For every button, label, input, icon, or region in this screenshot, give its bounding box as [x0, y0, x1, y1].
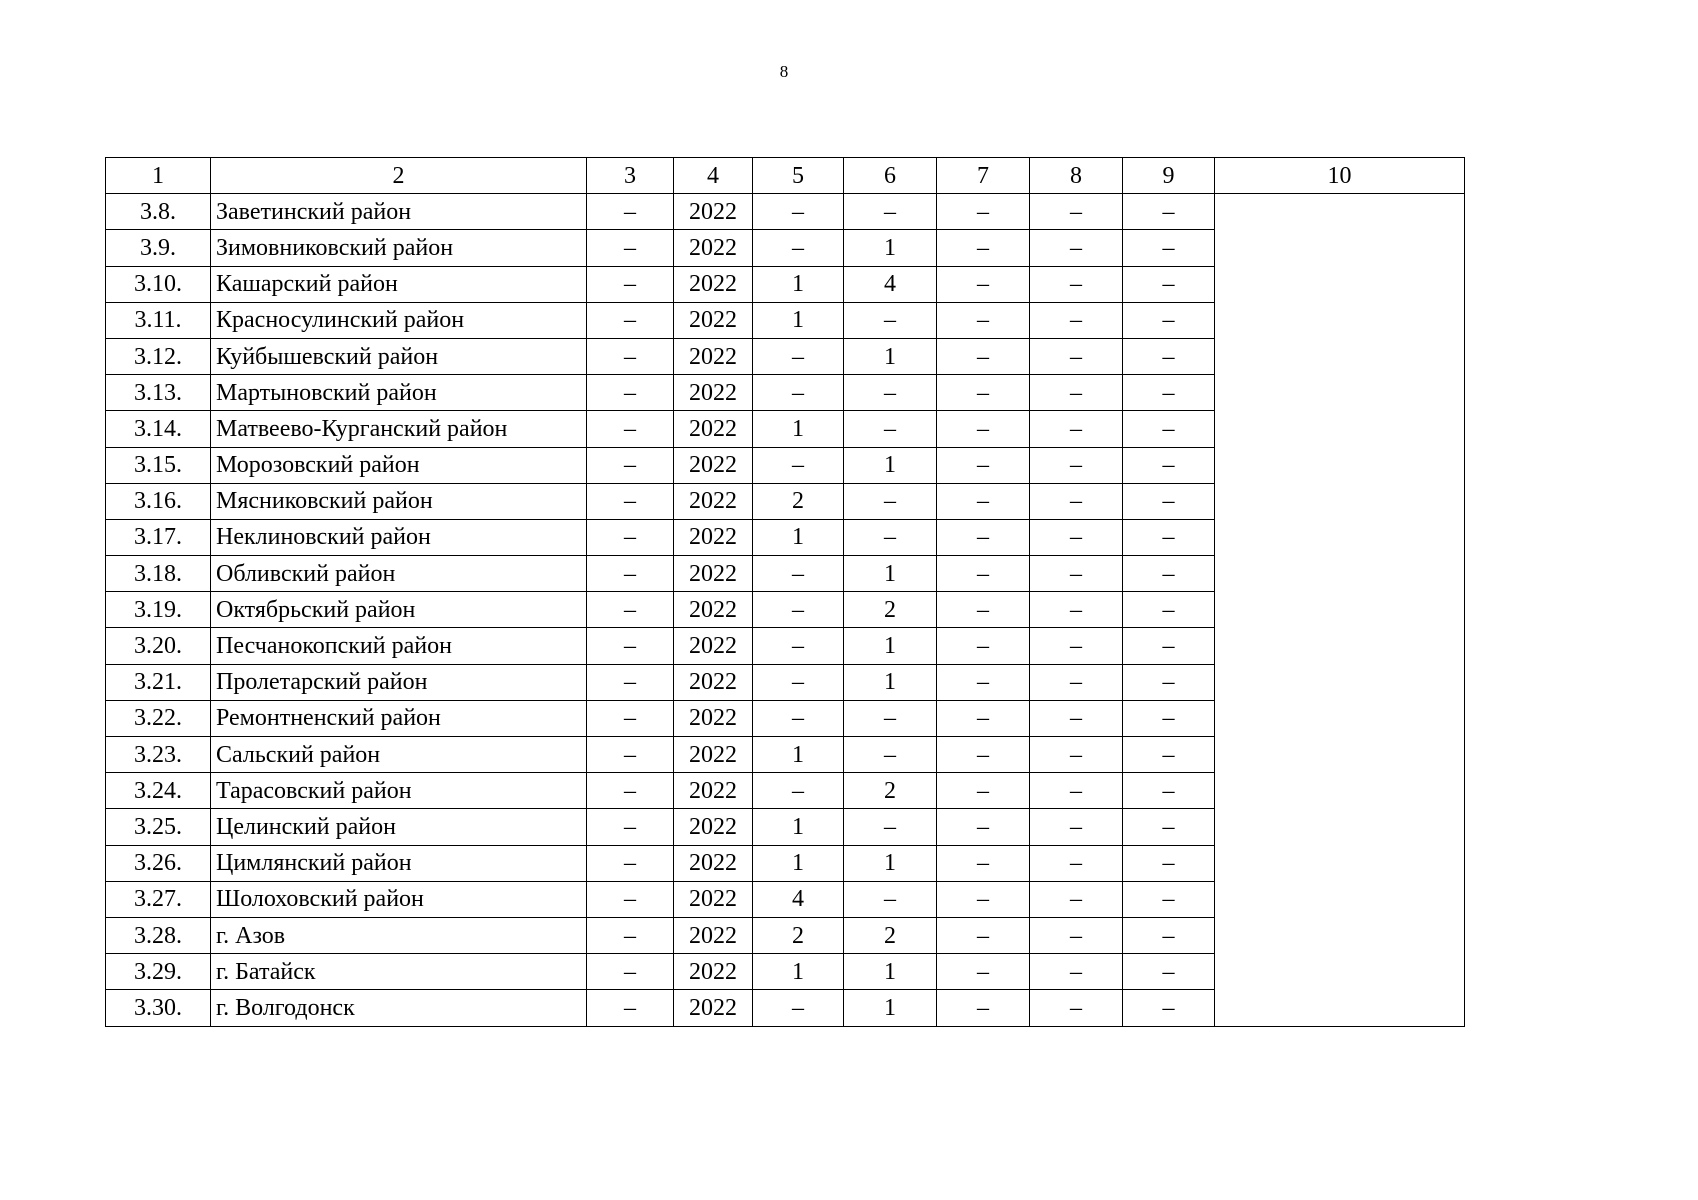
empty-cell — [1215, 664, 1465, 700]
value-cell: – — [844, 700, 937, 736]
value-cell: – — [937, 917, 1030, 953]
district-name-cell: Куйбышевский район — [211, 338, 587, 374]
value-cell: – — [937, 845, 1030, 881]
value-cell: – — [1123, 483, 1215, 519]
value-cell: – — [753, 230, 844, 266]
value-cell: – — [753, 664, 844, 700]
value-cell: – — [937, 809, 1030, 845]
value-cell: – — [1123, 519, 1215, 555]
value-cell: 2022 — [674, 664, 753, 700]
value-cell: – — [587, 917, 674, 953]
row-number-cell: 3.27. — [106, 881, 211, 917]
empty-cell — [1215, 990, 1465, 1026]
value-cell: – — [587, 411, 674, 447]
value-cell: – — [844, 881, 937, 917]
district-name-cell: Морозовский район — [211, 447, 587, 483]
value-cell: – — [587, 266, 674, 302]
value-cell: – — [587, 592, 674, 628]
value-cell: 2022 — [674, 411, 753, 447]
empty-cell — [1215, 266, 1465, 302]
empty-cell — [1215, 194, 1465, 230]
value-cell: 2 — [844, 592, 937, 628]
value-cell: – — [753, 773, 844, 809]
value-cell: – — [1123, 266, 1215, 302]
value-cell: – — [937, 954, 1030, 990]
value-cell: – — [844, 302, 937, 338]
value-cell: – — [1030, 628, 1123, 664]
value-cell: – — [753, 990, 844, 1026]
value-cell: 2 — [753, 483, 844, 519]
empty-cell — [1215, 773, 1465, 809]
district-name-cell: Зимовниковский район — [211, 230, 587, 266]
value-cell: – — [1123, 954, 1215, 990]
value-cell: 1 — [844, 990, 937, 1026]
row-number-cell: 3.24. — [106, 773, 211, 809]
value-cell: – — [844, 737, 937, 773]
page-number: 8 — [779, 62, 789, 81]
district-name-cell: Мясниковский район — [211, 483, 587, 519]
value-cell: 1 — [844, 628, 937, 664]
empty-cell — [1215, 411, 1465, 447]
empty-cell — [1215, 483, 1465, 519]
value-cell: – — [937, 375, 1030, 411]
empty-cell — [1215, 737, 1465, 773]
value-cell: 2022 — [674, 230, 753, 266]
empty-cell — [1215, 302, 1465, 338]
value-cell: 2 — [753, 917, 844, 953]
value-cell: – — [1123, 194, 1215, 230]
value-cell: – — [587, 483, 674, 519]
district-name-cell: Обливский район — [211, 556, 587, 592]
value-cell: – — [1123, 230, 1215, 266]
value-cell: 2022 — [674, 700, 753, 736]
value-cell: – — [937, 302, 1030, 338]
row-number-cell: 3.26. — [106, 845, 211, 881]
value-cell: – — [937, 990, 1030, 1026]
value-cell: – — [1123, 773, 1215, 809]
value-cell: – — [1123, 338, 1215, 374]
district-name-cell: г. Азов — [211, 917, 587, 953]
table-row — [106, 375, 1465, 411]
table-row — [106, 773, 1465, 809]
value-cell: 2022 — [674, 881, 753, 917]
value-cell: 2022 — [674, 592, 753, 628]
row-number-cell: 3.11. — [106, 302, 211, 338]
value-cell: – — [587, 628, 674, 664]
value-cell: – — [1123, 845, 1215, 881]
value-cell: – — [1030, 302, 1123, 338]
column-header: 10 — [1215, 158, 1465, 194]
value-cell: – — [1030, 881, 1123, 917]
value-cell: 2022 — [674, 990, 753, 1026]
value-cell: – — [587, 447, 674, 483]
column-header: 1 — [106, 158, 211, 194]
value-cell: – — [1030, 990, 1123, 1026]
district-name-cell: Цимлянский район — [211, 845, 587, 881]
value-cell: 2022 — [674, 556, 753, 592]
value-cell: 1 — [844, 845, 937, 881]
value-cell: – — [937, 700, 1030, 736]
value-cell: – — [1123, 375, 1215, 411]
empty-cell — [1215, 230, 1465, 266]
district-name-cell: Заветинский район — [211, 194, 587, 230]
value-cell: 2 — [844, 773, 937, 809]
district-name-cell: Песчанокопский район — [211, 628, 587, 664]
table-row — [106, 628, 1465, 664]
value-cell: – — [937, 447, 1030, 483]
column-header: 4 — [674, 158, 753, 194]
value-cell: – — [1123, 917, 1215, 953]
empty-cell — [1215, 881, 1465, 917]
district-name-cell: г. Волгодонск — [211, 990, 587, 1026]
table-row — [106, 302, 1465, 338]
value-cell: – — [1030, 194, 1123, 230]
table-row — [106, 845, 1465, 881]
value-cell: 2 — [844, 917, 937, 953]
column-header: 2 — [211, 158, 587, 194]
value-cell: – — [937, 664, 1030, 700]
row-number-cell: 3.19. — [106, 592, 211, 628]
table-row — [106, 338, 1465, 374]
value-cell: – — [1030, 773, 1123, 809]
empty-cell — [1215, 809, 1465, 845]
table-row — [106, 700, 1465, 736]
row-number-cell: 3.9. — [106, 230, 211, 266]
district-name-cell: Матвеево-Курганский район — [211, 411, 587, 447]
table-row — [106, 917, 1465, 953]
value-cell: – — [937, 230, 1030, 266]
table-row — [106, 990, 1465, 1026]
value-cell: – — [753, 194, 844, 230]
value-cell: 1 — [753, 809, 844, 845]
value-cell: – — [587, 773, 674, 809]
table-row — [106, 230, 1465, 266]
value-cell: – — [753, 700, 844, 736]
value-cell: – — [937, 519, 1030, 555]
value-cell: 1 — [844, 664, 937, 700]
empty-cell — [1215, 700, 1465, 736]
row-number-cell: 3.28. — [106, 917, 211, 953]
value-cell: 2022 — [674, 338, 753, 374]
value-cell: 2022 — [674, 447, 753, 483]
value-cell: – — [1030, 483, 1123, 519]
value-cell: – — [844, 411, 937, 447]
table-row — [106, 483, 1465, 519]
value-cell: 2022 — [674, 773, 753, 809]
value-cell: – — [1123, 881, 1215, 917]
row-number-cell: 3.25. — [106, 809, 211, 845]
value-cell: 1 — [844, 447, 937, 483]
value-cell: – — [1030, 664, 1123, 700]
table-row — [106, 664, 1465, 700]
row-number-cell: 3.20. — [106, 628, 211, 664]
district-name-cell: Пролетарский район — [211, 664, 587, 700]
value-cell: 2022 — [674, 917, 753, 953]
value-cell: – — [937, 737, 1030, 773]
table-row — [106, 592, 1465, 628]
value-cell: – — [587, 881, 674, 917]
value-cell: – — [1030, 411, 1123, 447]
column-header: 9 — [1123, 158, 1215, 194]
district-name-cell: Тарасовский район — [211, 773, 587, 809]
empty-cell — [1215, 592, 1465, 628]
value-cell: – — [587, 737, 674, 773]
value-cell: 2022 — [674, 845, 753, 881]
value-cell: – — [937, 881, 1030, 917]
district-name-cell: Красносулинский район — [211, 302, 587, 338]
value-cell: 1 — [753, 737, 844, 773]
value-cell: 1 — [753, 302, 844, 338]
row-number-cell: 3.18. — [106, 556, 211, 592]
row-number-cell: 3.12. — [106, 338, 211, 374]
value-cell: – — [587, 519, 674, 555]
row-number-cell: 3.29. — [106, 954, 211, 990]
district-name-cell: Октябрьский район — [211, 592, 587, 628]
table-row — [106, 411, 1465, 447]
value-cell: – — [1030, 338, 1123, 374]
value-cell: – — [587, 194, 674, 230]
value-cell: 1 — [753, 266, 844, 302]
empty-cell — [1215, 954, 1465, 990]
value-cell: 1 — [753, 845, 844, 881]
row-number-cell: 3.13. — [106, 375, 211, 411]
value-cell: – — [1030, 917, 1123, 953]
table-row — [106, 737, 1465, 773]
district-name-cell: Кашарский район — [211, 266, 587, 302]
column-header: 7 — [937, 158, 1030, 194]
value-cell: 1 — [753, 954, 844, 990]
empty-cell — [1215, 519, 1465, 555]
value-cell: 1 — [844, 230, 937, 266]
value-cell: – — [1030, 519, 1123, 555]
value-cell: – — [1030, 230, 1123, 266]
value-cell: – — [937, 194, 1030, 230]
column-header: 8 — [1030, 158, 1123, 194]
value-cell: – — [1123, 664, 1215, 700]
empty-cell — [1215, 556, 1465, 592]
table-row — [106, 194, 1465, 230]
value-cell: – — [844, 809, 937, 845]
value-cell: – — [1123, 700, 1215, 736]
value-cell: – — [844, 194, 937, 230]
value-cell: 2022 — [674, 194, 753, 230]
district-name-cell: Сальский район — [211, 737, 587, 773]
district-name-cell: Неклиновский район — [211, 519, 587, 555]
district-name-cell: Шолоховский район — [211, 881, 587, 917]
row-number-cell: 3.16. — [106, 483, 211, 519]
row-number-cell: 3.23. — [106, 737, 211, 773]
row-number-cell: 3.30. — [106, 990, 211, 1026]
value-cell: 2022 — [674, 519, 753, 555]
table-row — [106, 954, 1465, 990]
empty-cell — [1215, 628, 1465, 664]
value-cell: – — [937, 773, 1030, 809]
value-cell: – — [753, 628, 844, 664]
value-cell: 4 — [753, 881, 844, 917]
value-cell: 2022 — [674, 302, 753, 338]
district-name-cell: Ремонтненский район — [211, 700, 587, 736]
value-cell: 4 — [844, 266, 937, 302]
value-cell: – — [753, 447, 844, 483]
table-row — [106, 266, 1465, 302]
value-cell: – — [587, 845, 674, 881]
value-cell: – — [937, 483, 1030, 519]
district-name-cell: Целинский район — [211, 809, 587, 845]
value-cell: – — [1123, 592, 1215, 628]
value-cell: – — [1030, 845, 1123, 881]
value-cell: – — [937, 556, 1030, 592]
value-cell: – — [587, 700, 674, 736]
value-cell: 2022 — [674, 628, 753, 664]
empty-cell — [1215, 447, 1465, 483]
empty-cell — [1215, 845, 1465, 881]
value-cell: – — [587, 664, 674, 700]
value-cell: – — [937, 411, 1030, 447]
value-cell: – — [1123, 556, 1215, 592]
row-number-cell: 3.21. — [106, 664, 211, 700]
value-cell: 2022 — [674, 954, 753, 990]
header-row — [106, 158, 1465, 194]
table-row — [106, 447, 1465, 483]
value-cell: – — [1123, 411, 1215, 447]
value-cell: – — [844, 483, 937, 519]
value-cell: – — [587, 230, 674, 266]
data-table — [105, 157, 1465, 1027]
table-body — [106, 194, 1465, 1026]
empty-cell — [1215, 917, 1465, 953]
value-cell: – — [1030, 592, 1123, 628]
value-cell: – — [1030, 700, 1123, 736]
district-name-cell: г. Батайск — [211, 954, 587, 990]
value-cell: – — [1123, 737, 1215, 773]
value-cell: 2022 — [674, 266, 753, 302]
value-cell: – — [844, 375, 937, 411]
value-cell: – — [1123, 302, 1215, 338]
value-cell: – — [587, 556, 674, 592]
row-number-cell: 3.8. — [106, 194, 211, 230]
value-cell: – — [1030, 266, 1123, 302]
value-cell: – — [1123, 809, 1215, 845]
value-cell: – — [844, 519, 937, 555]
value-cell: 1 — [844, 954, 937, 990]
value-cell: 1 — [844, 338, 937, 374]
value-cell: 1 — [753, 411, 844, 447]
value-cell: – — [937, 266, 1030, 302]
value-cell: – — [587, 809, 674, 845]
value-cell: 1 — [753, 519, 844, 555]
value-cell: – — [587, 302, 674, 338]
row-number-cell: 3.22. — [106, 700, 211, 736]
column-header: 6 — [844, 158, 937, 194]
value-cell: 1 — [844, 556, 937, 592]
empty-cell — [1215, 375, 1465, 411]
value-cell: – — [1123, 990, 1215, 1026]
value-cell: – — [1123, 628, 1215, 664]
value-cell: – — [1030, 737, 1123, 773]
table-row — [106, 809, 1465, 845]
empty-cell — [1215, 338, 1465, 374]
table-row — [106, 556, 1465, 592]
column-header: 3 — [587, 158, 674, 194]
value-cell: 2022 — [674, 483, 753, 519]
value-cell: – — [1123, 447, 1215, 483]
row-number-cell: 3.10. — [106, 266, 211, 302]
district-name-cell: Мартыновский район — [211, 375, 587, 411]
value-cell: – — [587, 954, 674, 990]
value-cell: – — [937, 592, 1030, 628]
value-cell: – — [1030, 556, 1123, 592]
value-cell: – — [587, 990, 674, 1026]
row-number-cell: 3.17. — [106, 519, 211, 555]
table-row — [106, 519, 1465, 555]
value-cell: 2022 — [674, 809, 753, 845]
table-row — [106, 881, 1465, 917]
row-number-cell: 3.14. — [106, 411, 211, 447]
value-cell: – — [753, 592, 844, 628]
row-number-cell: 3.15. — [106, 447, 211, 483]
value-cell: – — [753, 338, 844, 374]
value-cell: 2022 — [674, 375, 753, 411]
column-header: 5 — [753, 158, 844, 194]
value-cell: 2022 — [674, 737, 753, 773]
value-cell: – — [587, 375, 674, 411]
value-cell: – — [753, 556, 844, 592]
value-cell: – — [753, 375, 844, 411]
value-cell: – — [1030, 375, 1123, 411]
value-cell: – — [1030, 447, 1123, 483]
value-cell: – — [587, 338, 674, 374]
value-cell: – — [937, 338, 1030, 374]
value-cell: – — [937, 628, 1030, 664]
value-cell: – — [1030, 954, 1123, 990]
value-cell: – — [1030, 809, 1123, 845]
